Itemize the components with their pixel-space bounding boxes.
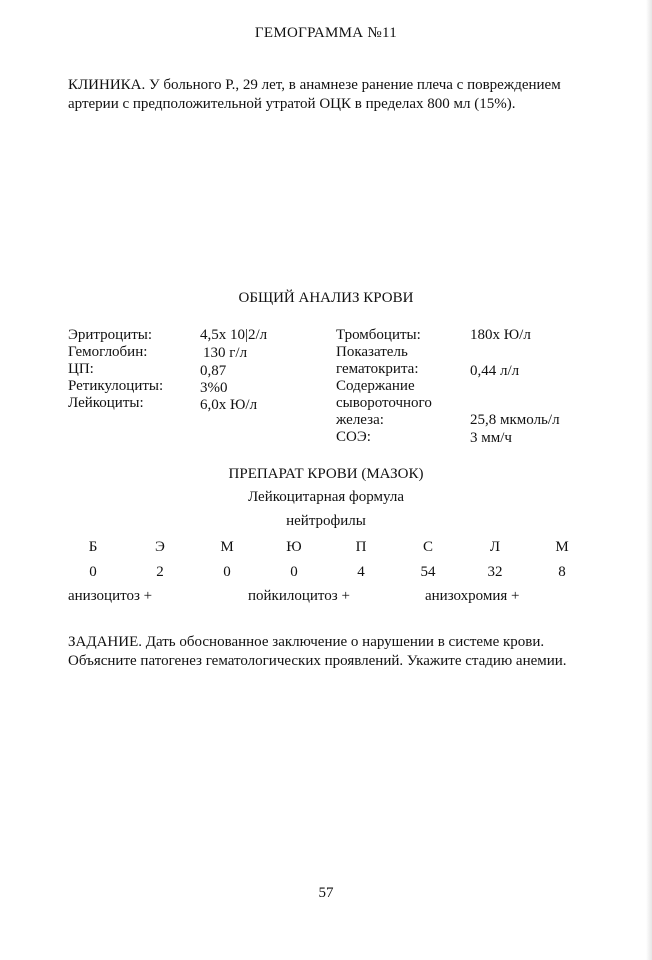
- label-color-index: ЦП:: [68, 361, 94, 377]
- value-leukocytes: 6,0x Ю/л: [200, 397, 258, 413]
- value-hemoglobin: 130 г/л: [203, 345, 248, 361]
- value-cell: 4: [357, 564, 365, 580]
- page-edge-shadow: [646, 0, 652, 960]
- value-platelets: 180x Ю/л: [470, 327, 531, 343]
- label-hematocrit-2: гематокрита:: [336, 361, 419, 377]
- blood-analysis-heading: ОБЩИЙ АНАЛИЗ КРОВИ: [238, 290, 414, 306]
- page-number: 57: [318, 885, 334, 901]
- value-cell: 32: [487, 564, 503, 580]
- header-cell: М: [220, 539, 234, 555]
- label-esr: СОЭ:: [336, 429, 371, 445]
- value-esr: 3 мм/ч: [470, 430, 512, 446]
- value-cell: 0: [89, 564, 97, 580]
- clinic-paragraph: [68, 76, 588, 114]
- header-cell: П: [355, 539, 367, 555]
- header-cell: С: [422, 539, 433, 555]
- task-paragraph: [68, 633, 588, 671]
- clinic-line-1: КЛИНИКА. У больного Р., 29 лет, в анамнезе ранение плеча с повреждением: [68, 77, 561, 93]
- leukocyte-formula-heading: Лейкоцитарная формула: [247, 489, 405, 505]
- label-leukocytes: Лейкоциты:: [68, 395, 144, 411]
- label-iron-3: железа:: [336, 412, 384, 428]
- value-cell: 2: [156, 564, 164, 580]
- label-hematocrit-1: Показатель: [336, 344, 408, 360]
- value-reticulocytes: 3%0: [200, 380, 228, 396]
- label-reticulocytes: Ретикулоциты:: [68, 378, 164, 394]
- header-cell: Б: [88, 539, 98, 555]
- value-hematocrit: 0,44 л/л: [470, 363, 520, 379]
- label-iron-2: сывороточного: [336, 395, 432, 411]
- value-erythrocytes: 4,5x 10|2/л: [200, 327, 268, 343]
- task-line-1: ЗАДАНИЕ. Дать обоснованное заключение о нарушении в системе крови.: [68, 634, 545, 650]
- label-hemoglobin: Гемоглобин:: [68, 344, 148, 360]
- value-cell: 8: [558, 564, 566, 580]
- value-cell: 0: [290, 564, 298, 580]
- header-cell: Л: [489, 539, 501, 555]
- label-erythrocytes: Эритроциты:: [68, 327, 153, 343]
- value-cell: 0: [223, 564, 231, 580]
- neutrophils-label: нейтрофилы: [286, 513, 366, 529]
- value-cell: 54: [420, 564, 436, 580]
- task-line-2: Объясните патогенез гематологических проявлений. Укажите стадию анемии.: [68, 653, 567, 669]
- value-iron: 25,8 мкмоль/л: [470, 412, 560, 428]
- clinic-line-2: артерии с предположительной утратой ОЦК в пределах 800 мл (15%).: [68, 96, 516, 112]
- header-cell: Ю: [286, 539, 302, 555]
- smear-heading: ПРЕПАРАТ КРОВИ (МАЗОК): [228, 466, 424, 482]
- label-platelets: Тромбоциты:: [336, 327, 421, 343]
- page-title: ГЕМОГРАММА №11: [254, 25, 398, 41]
- note-anisocytosis: анизоцитоз +: [68, 588, 153, 604]
- header-cell: Э: [155, 539, 165, 555]
- label-iron-1: Содержание: [336, 378, 415, 394]
- value-color-index: 0,87: [200, 363, 227, 379]
- header-cell: М: [555, 539, 569, 555]
- note-anisochromia: анизохромия +: [425, 588, 520, 604]
- note-poikilocytosis: пойкилоцитоз +: [248, 588, 350, 604]
